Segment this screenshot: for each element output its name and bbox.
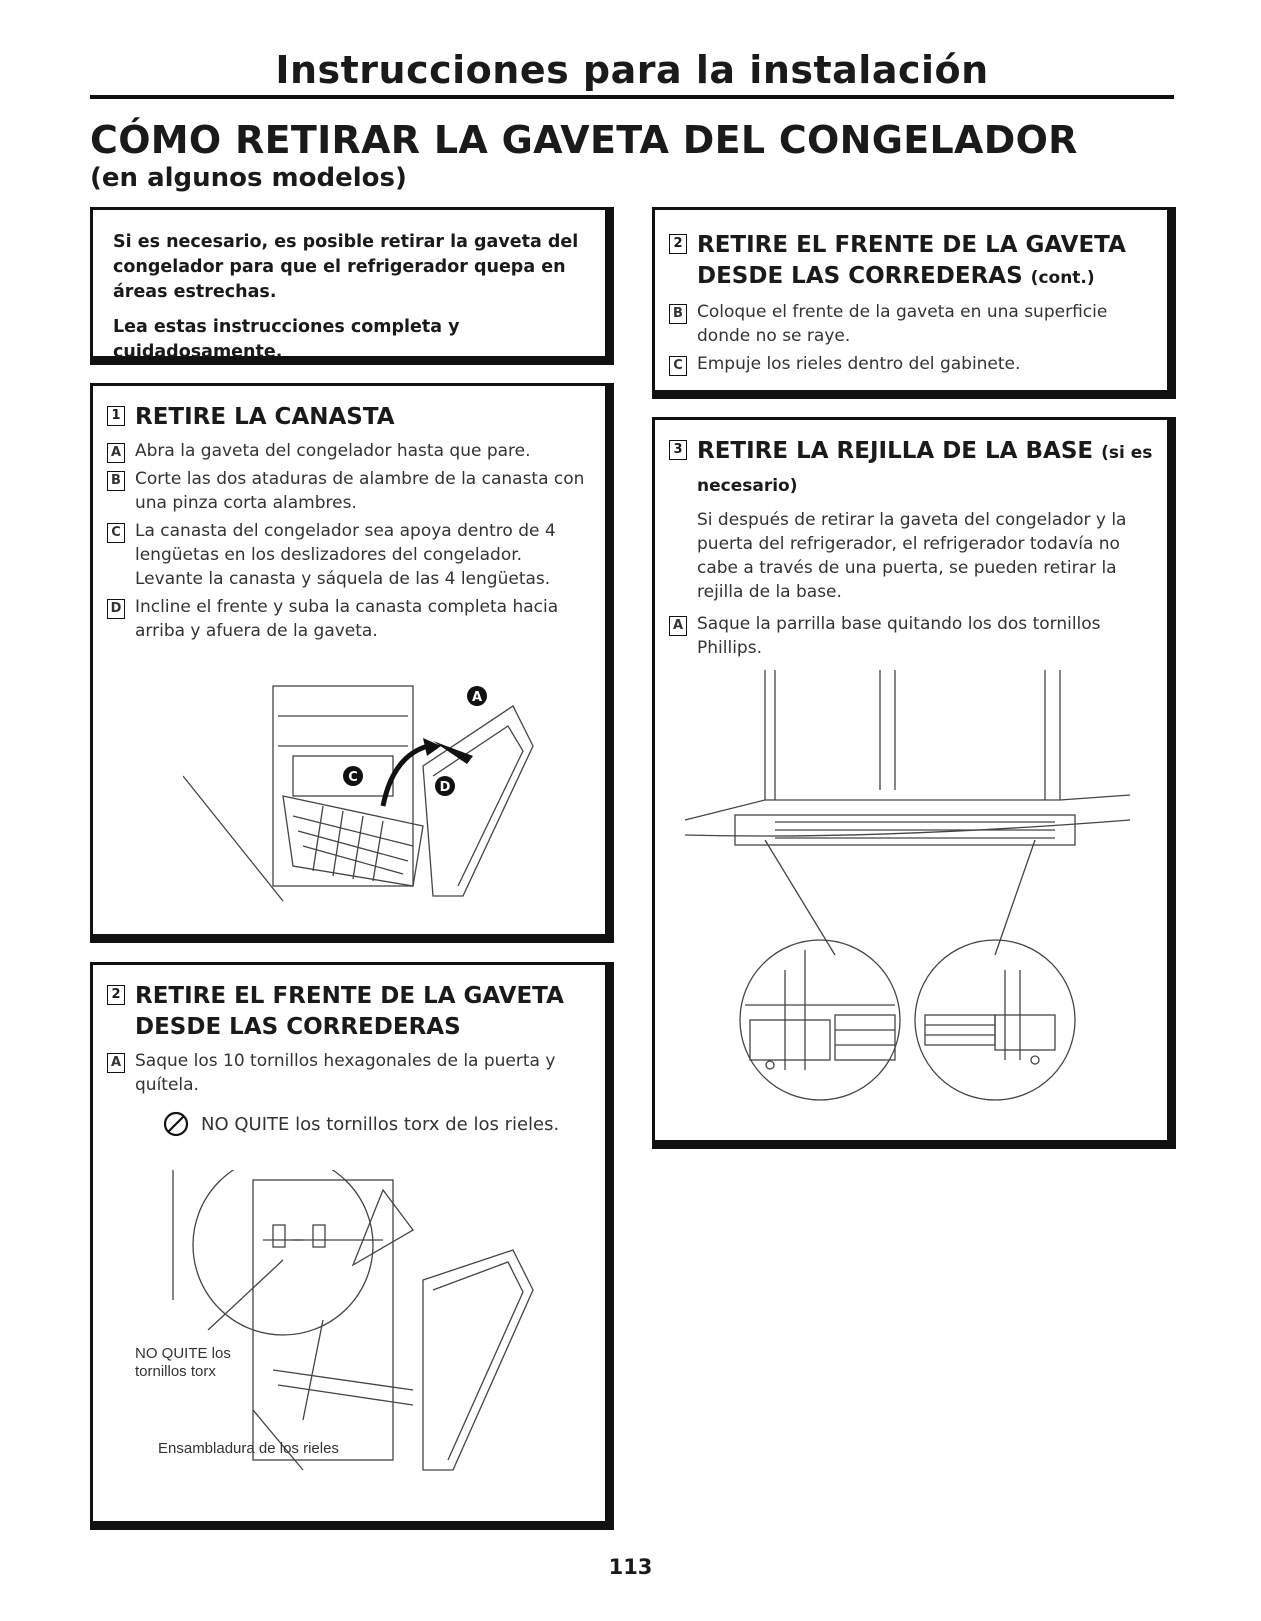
section-2-cont-box [652, 207, 1176, 399]
prohibited-icon [163, 1111, 189, 1137]
svg-text:A: A [471, 690, 483, 705]
step [669, 612, 1153, 660]
step-letter-badge: B [107, 471, 125, 491]
step-letter-badge: D [107, 599, 125, 619]
step-text: Empuje los rieles dentro del gabinete. [697, 354, 1021, 374]
step [107, 439, 591, 463]
marker-c [343, 766, 363, 786]
step [107, 1049, 591, 1097]
svg-text:C: C [348, 770, 358, 785]
section-3-intro: Si después de retirar la gaveta del congelador y la puerta del refrigerador, el refrigerador todavía no cabe a través de una puerta, se pueden retirar la rejilla de la base. [697, 510, 1127, 602]
page-number: 113 [608, 1555, 653, 1579]
subtitle: (en algunos modelos) [90, 163, 407, 193]
section-title-suffix: (cont.) [1030, 268, 1095, 288]
step-text: Incline el frente y suba la canasta completa hacia arriba y afuera de la gaveta. [135, 597, 559, 641]
step-letter-badge: A [107, 443, 125, 463]
step-text: Saque los 10 tornillos hexagonales de la puerta y quítela. [135, 1051, 556, 1095]
section-3-box [652, 417, 1176, 1149]
step [669, 300, 1153, 348]
section-number-badge: 2 [669, 234, 687, 254]
svg-text:D: D [439, 780, 451, 795]
main-title: CÓMO RETIRAR LA GAVETA DEL CONGELADOR [90, 118, 1078, 162]
step [107, 467, 591, 515]
basket-removal-illustration [183, 676, 573, 916]
drawer-rails-illustration [153, 1170, 553, 1510]
section-title: RETIRE LA REJILLA DE LA BASE [697, 438, 1094, 464]
page-header: Instrucciones para la instalación [275, 48, 989, 92]
step-letter-badge: A [107, 1053, 125, 1073]
warning-text: NO QUITE los tornillos torx de los rieles. [201, 1113, 560, 1135]
intro-box [90, 207, 614, 365]
step-text: Saque la parrilla base quitando los dos tornillos Phillips. [697, 614, 1101, 658]
section-2-box [90, 962, 614, 1530]
section-number-badge: 1 [107, 406, 125, 426]
step-letter-badge: B [669, 304, 687, 324]
section-number-badge: 3 [669, 440, 687, 460]
step [107, 519, 591, 591]
step-text: Corte las dos ataduras de alambre de la canasta con una pinza corta alambres. [135, 469, 585, 513]
section-number-badge: 2 [107, 985, 125, 1005]
step-text: Abra la gaveta del congelador hasta que pare. [135, 441, 531, 461]
step [107, 595, 591, 643]
marker-a [467, 686, 487, 706]
header-rule [90, 95, 1174, 99]
step-text: La canasta del congelador sea apoya dentro de 4 lengüetas en los deslizadores del congelador. Levante la canasta y sáquela de las 4 lengüetas. [135, 521, 556, 589]
section-1-heading [107, 402, 591, 433]
rail-assembly-callout: Ensambladura de los rieles [158, 1440, 339, 1457]
intro-text: Si es necesario, es posible retirar la gaveta del congelador para que el refrigerador quepa en áreas estrechas. [113, 232, 579, 302]
section-title: RETIRE LA CANASTA [135, 404, 395, 430]
section-3-heading [669, 436, 1153, 502]
warning [163, 1111, 591, 1137]
section-title: RETIRE EL FRENTE DE LA GAVETA DESDE LAS CORREDERAS [697, 232, 1126, 289]
section-2-cont-heading [669, 230, 1153, 294]
torx-screws-callout: NO QUITE los tornillos torx [135, 1345, 231, 1380]
section-1-box [90, 383, 614, 943]
marker-d [435, 776, 455, 796]
step-letter-badge: C [669, 356, 687, 376]
step-letter-badge: C [107, 523, 125, 543]
section-title: RETIRE EL FRENTE DE LA GAVETA DESDE LAS CORREDERAS [135, 983, 564, 1040]
section-title-suffix: (si es necesario) [697, 443, 1153, 496]
step-text: Coloque el frente de la gaveta en una superficie donde no se raye. [697, 302, 1108, 346]
section-2-heading [107, 981, 591, 1043]
base-grille-illustration [675, 670, 1145, 1120]
step [669, 352, 1153, 376]
step-letter-badge: A [669, 616, 687, 636]
intro-emphasis: Lea estas instrucciones completa y cuidadosamente. [113, 317, 460, 362]
